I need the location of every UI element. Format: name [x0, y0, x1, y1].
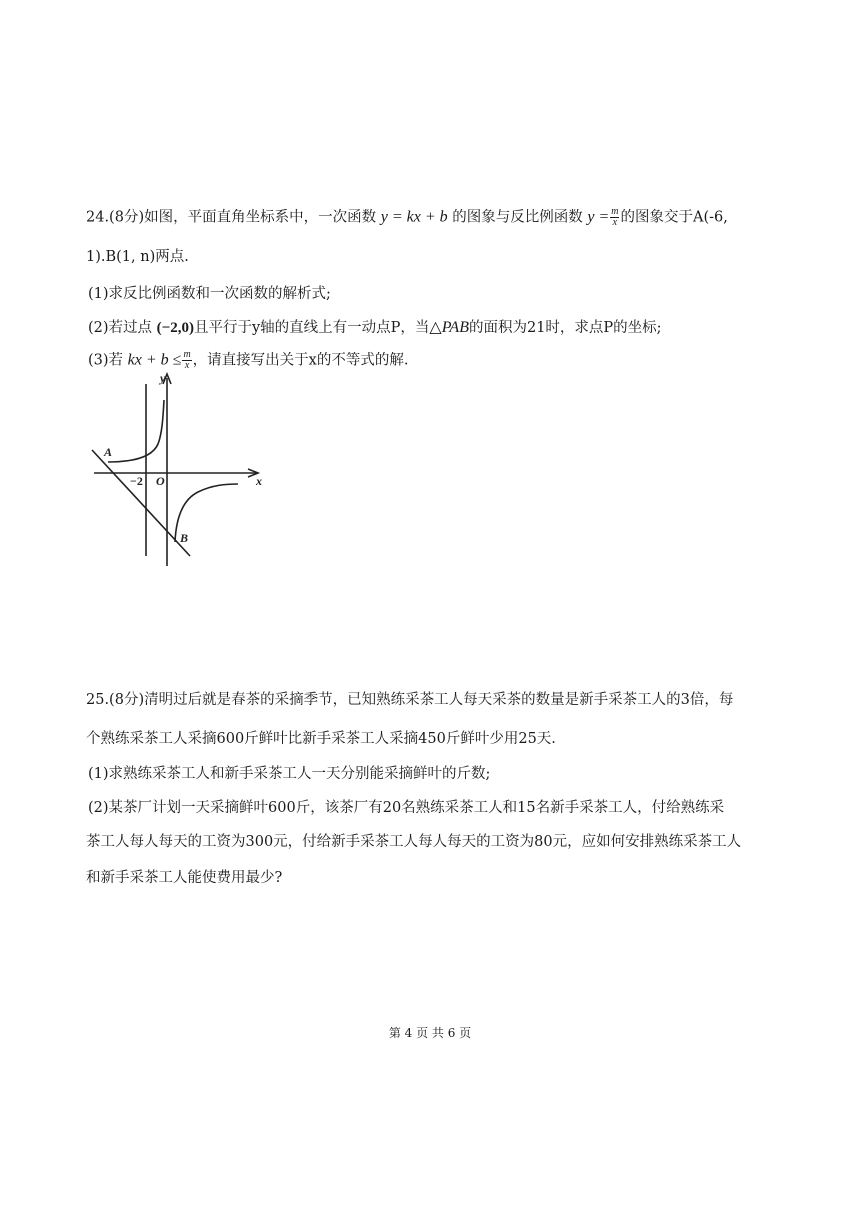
q24-math-linear: y = kx + b: [380, 208, 448, 226]
label-y: y: [160, 371, 166, 385]
q25-sub2-line2: 茶工人每人每天的工资为300元，付给新手采茶工人每人每天的工资为80元，应如何安排熟练采茶工人: [86, 834, 742, 850]
q24-math-inverse: y =: [587, 208, 610, 226]
q24-sub2-c: 的面积为21时，求点P的坐标;: [468, 320, 662, 336]
q25-sub1: (1)求熟练采茶工人和新手采茶工人一天分别能采摘鲜叶的斤数;: [88, 766, 491, 782]
fraction-denominator: x: [184, 360, 190, 371]
fraction-numerator: m: [183, 349, 191, 360]
q24-text-a: 24.(8分)如图，平面直角坐标系中，一次函数: [86, 209, 381, 226]
q25-sub2-line1: (2)某茶厂计划一天采摘鲜叶600斤，该茶厂有20名熟练采茶工人和15名新手采茶工人，付给熟练采: [88, 800, 725, 816]
q24-sub2: [88, 318, 662, 338]
q25-line1: 25.(8分)清明过后就是春茶的采摘季节，已知熟练采茶工人每天采茶的数量是新手采茶工人的3倍，每: [86, 692, 734, 708]
page-footer: 第 4 页 共 6 页: [388, 1026, 472, 1040]
q24-sub3-math: kx + b ≤: [127, 351, 182, 369]
label-point-a: A: [104, 445, 113, 459]
q24-sub3-fraction: [182, 350, 191, 371]
q24-sub2-triangle: △PAB: [429, 319, 469, 336]
q24-line1: [86, 207, 728, 228]
label-x: x: [256, 474, 262, 488]
q24-sub3-a: (3)若: [88, 352, 128, 369]
q24-text-b: 的图象与反比例函数: [447, 209, 588, 226]
q25-sub2-line3: 和新手采茶工人能使费用最少?: [86, 870, 283, 886]
fraction-numerator: m: [611, 206, 619, 217]
q25-line2: 个熟练采茶工人采摘600斤鲜叶比新手采茶工人采摘450斤鲜叶少用25天.: [86, 731, 556, 747]
hyperbola-branch-upper-left: [108, 400, 164, 462]
q24-fraction: [610, 207, 619, 228]
q24-line2: 1).B(1, n)两点.: [86, 249, 189, 265]
q24-text-c: 的图象交于A(-6,: [620, 209, 728, 226]
q24-sub3: [88, 350, 408, 371]
q24-sub3-b: ，请直接写出关于x的不等式的解.: [192, 352, 409, 369]
label-origin: O: [156, 474, 165, 488]
function-graph-figure: [86, 370, 271, 570]
q24-sub2-b: 且平行于y轴的直线上有一动点P，当: [193, 320, 430, 336]
label-point-b: B: [180, 531, 189, 545]
fraction-denominator: x: [612, 217, 618, 228]
q24-sub2-a: (2)若过点: [88, 320, 157, 336]
q24-sub1: (1)求反比例函数和一次函数的解析式;: [88, 286, 331, 302]
q24-sub2-point: (−2,0): [156, 320, 194, 336]
label-neg2: −2: [130, 474, 143, 488]
